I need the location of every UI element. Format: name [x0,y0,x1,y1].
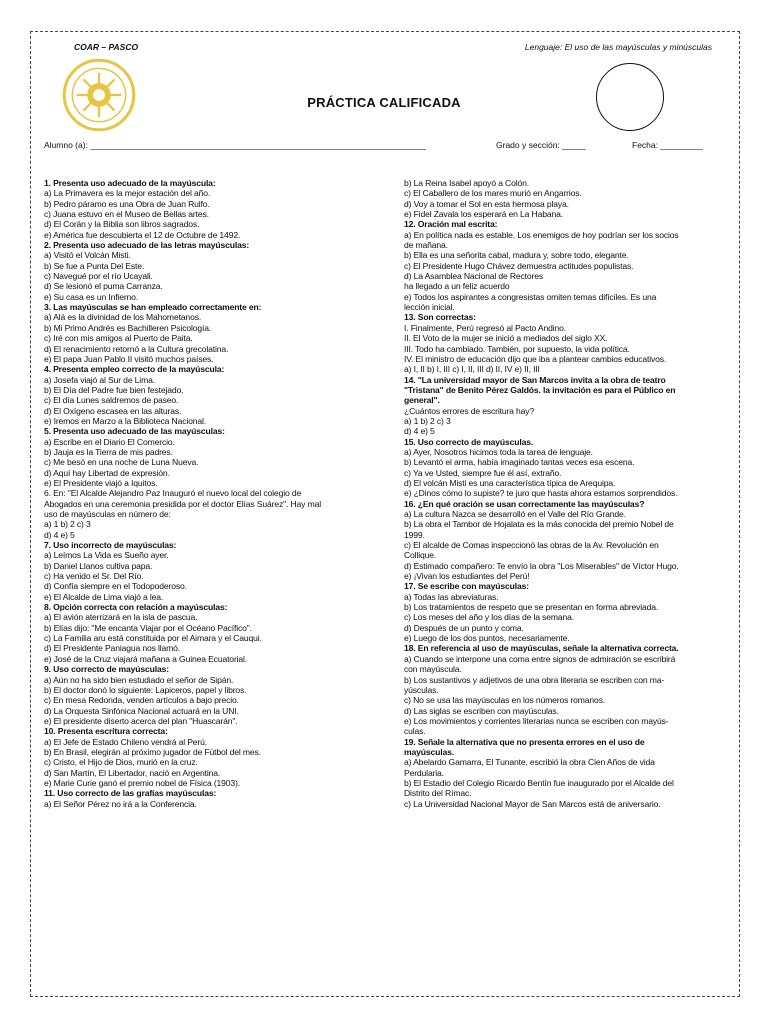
question-line: b) Mi Primo Andrés es Bachilleren Psicología. [44,322,212,333]
question-heading: 8. Opción correcta con relación a mayúsculas: [44,602,228,613]
question-line: d) Se lesionó el puma Carranza. [44,281,163,292]
question-line: c) Iré con mis amigos al Puerto de Paita. [44,333,193,344]
question-line: Collique. [404,550,437,561]
question-line: b) Elías dijo: "Me encanta Viajar por el Océano Pacífico". [44,622,252,633]
question-heading: "Tristana" de Benito Pérez Galdós. la invitación es para el Público en [404,384,676,395]
question-line: e) Iremos en Marzo a la Biblioteca Nacional. [44,415,207,426]
question-line: a) Todas las abreviaturas. [404,591,499,602]
question-heading: 11. Uso correcto de las grafías mayúsculas: [44,788,217,799]
question-line: a) La Primavera es la mejor estación del año. [44,188,211,199]
question-line: d) Voy a tomar el Sol en esta hermosa playa. [404,198,569,209]
questions-right-column [404,178,724,809]
question-heading: 19. Señale la alternativa que no presenta errores en el uso de [404,736,645,747]
question-heading: 2. Presenta uso adecuado de las letras mayúsculas: [44,240,250,251]
question-line: a) Escribe en el Diario El Comercio. [44,436,175,447]
question-line: b) El Estadio del Colegio Ricardo Bentín fue inaugurado por el Alcalde del [404,777,674,788]
question-heading: 13. Son correctas: [404,312,476,323]
question-line: I. Finalmente, Perú regresó al Pacto Andino. [404,322,567,333]
question-line: c) Navegué por el río Ucayali. [44,271,153,282]
question-line: b) El doctor donó lo siguiente: Lapiceros, papel y libros. [44,684,247,695]
question-line: culas. [404,726,426,737]
question-line: Perdularia. [404,767,444,778]
question-line: de mañana. [404,240,448,251]
question-line: e) Marie Curie ganó el premio nobel de Física (1903). [44,777,241,788]
question-line: d) San Martín, El Libertador, nació en Argentina. [44,767,221,778]
question-line: e) ¿Dinos cómo lo supiste? te juro que hasta ahora estamos sorprendidos. [404,488,678,499]
question-line: a) Alá es la divinidad de los Mahometanos. [44,312,202,323]
question-line: e) Luego de los dos puntos, necesariamente. [404,633,570,644]
question-line: d) El Oxígeno escasea en las alturas. [44,405,182,416]
question-heading: 15. Uso correcto de mayúsculas. [404,436,534,447]
question-line: e) El Presidente viajó a Iquitos. [44,477,158,488]
question-line: II. El Voto de la mujer se inició a mediados del siglo XX. [404,333,608,344]
question-heading: 18. En referencia al uso de mayúsculas, señale la alternativa correcta. [404,643,679,654]
question-line: c) Juana estuvo en el Museo de Bellas artes. [44,209,209,220]
question-line: c) El Presidente Hugo Chávez demuestra actitudes populistas. [404,260,634,271]
question-heading: 1. Presenta uso adecuado de la mayúscula: [44,178,216,188]
question-line: b) Levantó el arma, había imaginado tantas veces esa escena. [404,457,635,468]
question-line: e) Los movimientos y corrientes literarias nunca se escriben con mayús- [404,715,669,726]
question-line: b) El Día del Padre fue bien festejado. [44,384,184,395]
question-line: d) 4 e) 5 [44,529,75,540]
question-line: c) El Caballero de los mares murió en Angarrios. [404,188,582,199]
question-line: a) Abelardo Gamarra, El Tunante, escribió la obra Cien Años de vida [404,757,655,768]
question-line: d) El renacimiento retornó a la Cultura grecolatina. [44,343,229,354]
question-line: d) Aquí hay Libertad de expresión. [44,467,170,478]
question-line: b) La Reina Isabel apoyó a Colón. [404,178,529,188]
question-line: a) Leímos La Vida es Sueño ayer. [44,550,169,561]
question-heading: 14. "La universidad mayor de San Marcos invita a la obra de teatro [404,374,666,385]
question-heading: 7. Uso incorrecto de mayúsculas: [44,540,177,551]
question-line: a) Cuando se interpone una coma entre signos de admiración se escribirá [404,653,676,664]
question-line: e) América fue descubierta el 12 de Octubre de 1492. [44,229,241,240]
question-line: e) José de la Cruz viajará mañana a Guinea Ecuatorial. [44,653,248,664]
question-line: d) Las siglas se escriben con mayúsculas. [404,705,559,716]
question-line: con mayúscula. [404,664,462,675]
question-line: c) Me besó en una noche de Luna Nueva. [44,457,199,468]
question-line: a) El Jefe de Estado Chileno vendrá al Perú. [44,736,207,747]
page-title: PRÁCTICA CALIFICADA [307,95,461,110]
question-line: e) Su casa es un Infierno. [44,291,139,302]
question-line: d) El Presidente Paniagua nos llamó. [44,643,181,654]
grade-section-field[interactable]: Grado y sección: _____ [496,140,586,150]
question-line: b) En Brasil, elegirán al próximo jugador de Fútbol del mes. [44,746,261,757]
subject-title: Lenguaje: El uso de las mayúsculas y minúsculas [524,42,712,52]
question-line: c) No se usa las mayúsculas en los números romanos. [404,695,606,706]
question-line: 6. En: "El Alcalde Alejandro Paz Inauguró el nuevo local del colegio de [44,488,302,499]
question-line: Abogados en una ceremonia presidida por el doctor Elías Suárez". Hay mal [44,498,321,509]
question-line: c) La Universidad Nacional Mayor de San Marcos está de aniversario. [404,798,661,809]
question-heading: 16. ¿En qué oración se usan correctamente las mayúsculas? [404,498,645,509]
question-line: ha llegado a un feliz acuerdo [404,281,510,292]
question-line: a) 1 b) 2 c) 3 [404,415,451,426]
question-line: a) Ayer, Nosotros hicimos toda la tarea de lenguaje. [404,446,593,457]
question-line: c) En mesa Redonda, venden artículos a bajo precio. [44,695,239,706]
question-line: a) Josefa viajó al Sur de Lima. [44,374,155,385]
question-heading: mayúsculas. [404,746,454,757]
question-line: e) El papa Juan Pablo II visitó muchos países. [44,353,214,364]
question-line: a) La cultura Nazca se desarrolló en el Valle del Río Grande. [404,509,626,519]
question-line: lección inicial. [404,302,455,313]
question-line: c) La Familia aru está constituida por el Aimara y el Cauqui. [44,633,262,644]
question-line: IV. El ministro de educación dijo que iba a plantear cambios educativos. [404,353,667,364]
question-line: d) Estimado compañero: Te envío la obra "Los Miserables" de Víctor Hugo. [404,560,679,571]
question-line: b) Los tratamientos de respeto que se presentan en forma abreviada. [404,602,659,613]
question-line: e) El Alcalde de Lima viajó a lea. [44,591,164,602]
question-line: Distrito del Rímac. [404,788,472,799]
question-line: b) Daniel Llanos cultiva papa. [44,560,153,571]
question-line: d) La Orquesta Sinfónica Nacional actuará en la UNI. [44,705,239,716]
question-line: e) ¡Vivan los estudiantes del Perú! [404,571,530,582]
question-line: b) Ella es una señorita cabal, madura y, sobre todo, elegante. [404,250,629,261]
question-heading: 4. Presenta empleo correcto de la mayúscula: [44,364,225,375]
question-line: a) 1 b) 2 c) 3 [44,519,91,530]
question-line: b) Jauja es la Tierra de mis padres. [44,446,173,457]
question-heading: 5. Presenta uso adecuado de las mayúsculas: [44,426,225,437]
question-line: b) La obra el Tambor de Hojalata es la más conocida del premio Nobel de [404,519,674,530]
question-line: 1999. [404,529,425,540]
question-line: a) Aún no ha sido bien estudiado el señor de Sipán. [44,674,234,685]
question-line: e) El presidente diserto acerca del plan "Huascarán". [44,715,238,726]
question-line: c) El alcalde de Comas inspeccionó las obras de la Av. Revolución en [404,540,659,551]
questions-left-column [44,178,366,809]
question-line: c) Los meses del año y los días de la semana. [404,612,574,623]
question-line: d) La Asamblea Nacional de Rectores [404,271,544,282]
question-line: e) Fidel Zavala los esperará en La Habana. [404,209,563,220]
question-line: a) El Señor Pérez no irá a la Conferencia. [44,798,197,809]
question-heading: 12. Oración mal escrita: [404,219,498,230]
question-heading: 9. Uso correcto de mayúsculas: [44,664,169,675]
question-heading: general". [404,395,440,406]
question-line: yúsculas. [404,684,439,695]
question-line: b) Los sustantivos y adjetivos de una obra literaria se escriben con ma- [404,674,665,685]
question-line: ¿Cuántos errores de escritura hay? [404,405,535,416]
question-line: d) Después de un punto y coma. [404,622,524,633]
student-name-field[interactable]: Alumno (a): _______________________________________________________________________ [44,140,426,150]
question-line: d) El Corán y la Biblia son libros sagrados. [44,219,200,230]
question-line: c) Cristo, el Hijo de Dios, murió en la cruz. [44,757,198,768]
question-line: a) En política nada es estable. Los enemigos de hoy podrían ser los socios [404,229,679,240]
question-line: uso de mayúsculas en número de: [44,509,171,519]
question-line: III. Todo ha cambiado. También, por supuesto, la vida política. [404,343,630,354]
question-heading: 10. Presenta escritura correcta: [44,726,168,737]
question-heading: 17. Se escribe con mayúsculas: [404,581,529,592]
question-line: e) Todos los aspirantes a congresistas omiten temas difíciles. Es una [404,291,657,302]
question-line: a) El avión aterrizará en la isla de pascua. [44,612,198,623]
school-name: COAR – PASCO [74,42,139,52]
question-line: d) 4 e) 5 [404,426,435,437]
question-line: a) Visitó el Volcán Misti. [44,250,131,261]
question-line: d) El volcán Misti es una característica típica de Arequipa. [404,477,616,488]
question-line: c) Ya ve Usted, siempre fue él así, extraño. [404,467,562,478]
question-heading: 3. Las mayúsculas se han empleado correctamente en: [44,302,262,313]
question-line: c) Ha venido el Sr. Del Río. [44,571,144,582]
question-line: c) El día Lunes saldremos de paseo. [44,395,179,406]
question-line: b) Pedro páramo es una Obra de Juan Rulfo. [44,198,210,209]
question-line: b) Se fue a Punta Del Este. [44,260,145,271]
question-line: d) Confía siempre en el Todopoderoso. [44,581,187,592]
date-field[interactable]: Fecha: _________ [632,140,703,150]
question-line: a) I, II b) I, III c) I, II, III d) II, IV e) II, III [404,364,540,375]
